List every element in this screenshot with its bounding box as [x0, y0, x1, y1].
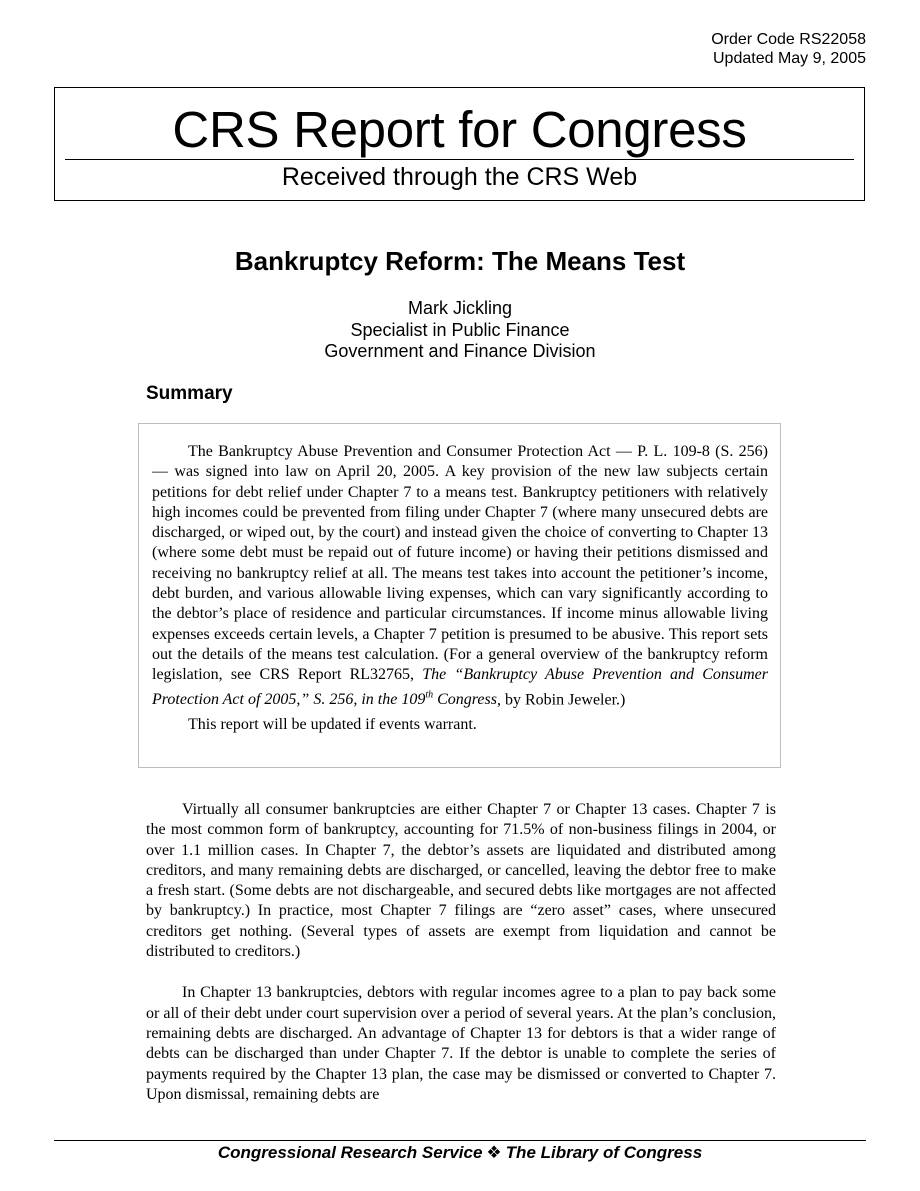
body-text: [146, 800, 776, 1105]
author-division: Government and Finance Division: [324, 341, 596, 361]
footer: [0, 1142, 920, 1164]
banner-divider: [65, 159, 854, 160]
cited-report-title: The “Bankruptcy Abuse Prevention and Consumer Protection Act of 2005,” S. 256, in the 109th Congress: [152, 666, 768, 708]
report-title: Bankruptcy Reform: The Means Test: [234, 246, 686, 276]
summary-box: [138, 423, 781, 768]
footer-left: Congressional Research Service: [217, 1143, 483, 1162]
body-paragraph-1: Virtually all consumer bankruptcies are either Chapter 7 or Chapter 13 cases. Chapter 7 is the most common form of bankruptcy, accounting for 71.5% of non-business filings in 2004, or over 1.1 million cases. In Chapter 7, the debtor’s assets are liquidated and distributed among creditors, and many remaining debts are discharged, or cancelled, leaving the debtor free to make a fresh start. (Some debts are not dischargeable, and secured debts like mortgages are not affected by bankruptcy.) In practice, most Chapter 7 filings are “zero asset” cases, where unsecured creditors get nothing. (Several types of assets are exempt from liquidation and cannot be distributed to creditors.): [146, 801, 776, 961]
crs-banner: [54, 87, 865, 201]
order-code: Order Code RS22058: [711, 31, 866, 48]
banner-subtitle: Received through the CRS Web: [281, 163, 638, 191]
footer-right: The Library of Congress: [505, 1143, 703, 1162]
author-name: Mark Jickling: [407, 298, 513, 318]
author-block: [0, 298, 920, 363]
updated-date: Updated May 9, 2005: [713, 50, 866, 67]
banner-title: CRS Report for Congress: [172, 101, 747, 158]
summary-heading: Summary: [146, 383, 233, 404]
summary-text-tail: , by Robin Jeweler.): [496, 690, 626, 708]
update-note: This report will be updated if events warrant.: [188, 716, 477, 734]
author-title: Specialist in Public Finance: [350, 319, 570, 340]
summary-paragraph: [152, 442, 768, 710]
body-paragraph-2: In Chapter 13 bankruptcies, debtors with regular incomes agree to a plan to pay back some or all of their debt under court supervision over a period of several years. At the plan’s conclusion, remaining debts are discharged. An advantage of Chapter 13 for debtors is that a wider range of debts can be discharged than under Chapter 7. If the debtor is unable to complete the series of payments required by the Chapter 13 plan, the case may be dismissed or converted to Chapter 7. Upon dismissal, remaining debts are: [146, 984, 776, 1103]
summary-text: The Bankruptcy Abuse Prevention and Consumer Protection Act — P. L. 109-8 (S. 256) — was signed into law on April 20, 2005. A key provision of the new law subjects certain petitions for debt relief under Chapter 7 to a means test. Bankruptcy petitioners with relatively high incomes could be prevented from filing under Chapter 7 (where many unsecured debts are discharged, or wiped out, by the court) and instead given the choice of converting to Chapter 13 (where some debt must be repaid out of future income) or having their petitions dismissed and receiving no bankruptcy relief at all. The means test takes into account the petitioner’s income, debt burden, and various allowable living expenses, which can vary significantly according to the debtor’s place of residence and particular circumstances. If income minus allowable living expenses exceeds certain levels, a Chapter 7 petition is presumed to be abusive. This report sets out the details of the means test calculation. (For a general overview of the bankruptcy reform legislation, see CRS Report RL32765,: [152, 443, 768, 684]
order-code-block: [711, 30, 866, 68]
diamond-icon: ❖: [486, 1143, 502, 1162]
footer-divider: [54, 1140, 866, 1141]
